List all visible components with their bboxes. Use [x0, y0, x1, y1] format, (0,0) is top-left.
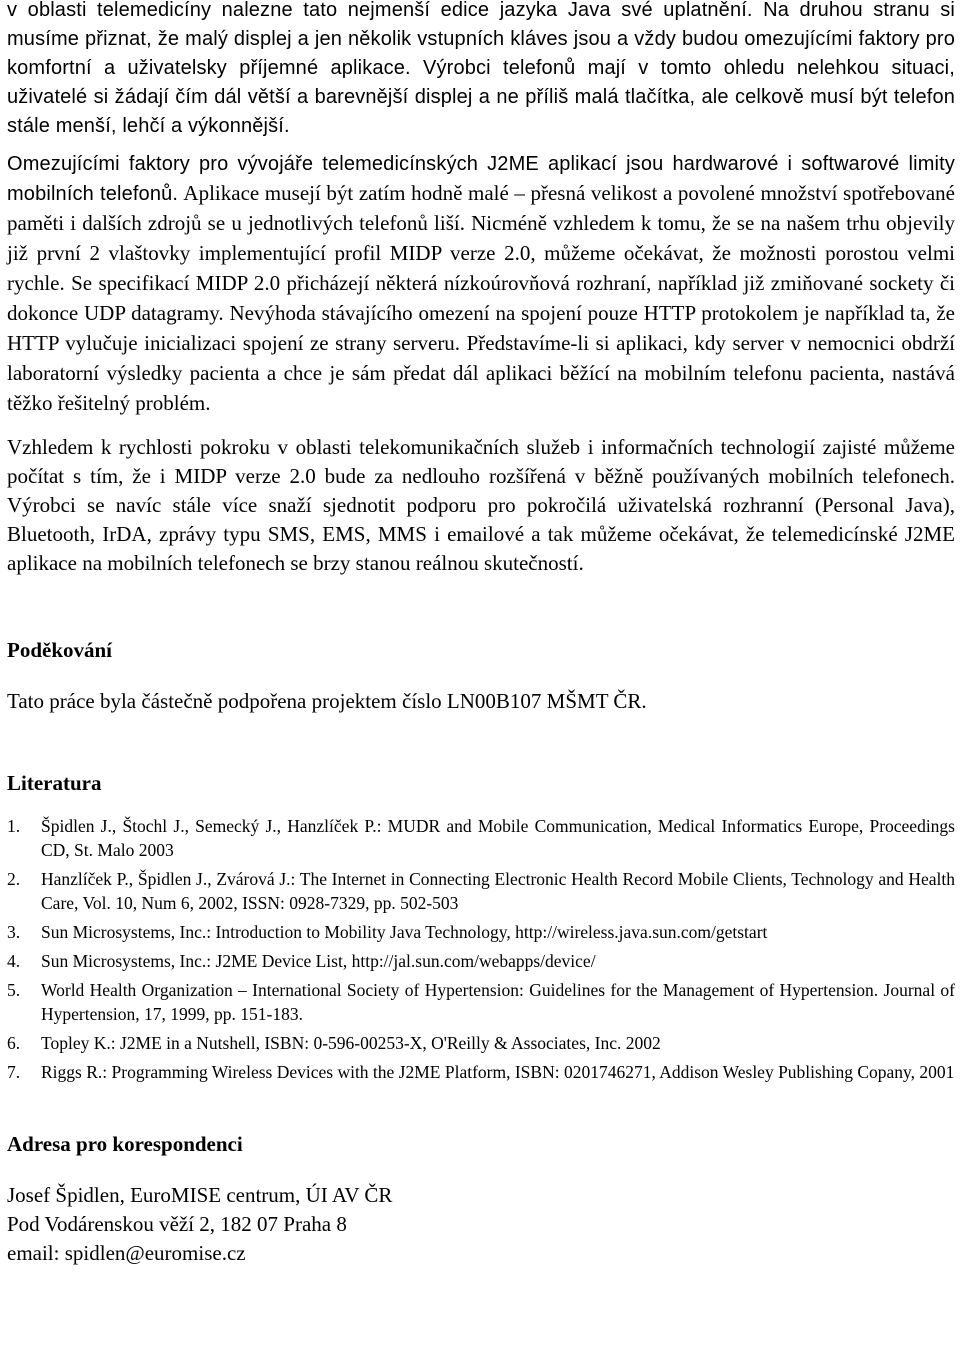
- reference-text: Sun Microsystems, Inc.: Introduction to Mobility Java Technology, http://wireless.java.sun.com/getstart: [41, 922, 768, 942]
- correspondence-address: [7, 1181, 955, 1268]
- reference-number: 5.: [7, 980, 21, 1000]
- intro-paragraph-1: v oblasti telemedicíny nalezne tato nejmenší edice jazyka Java své uplatnění. Na druhou stranu si musíme přiznat, že malý displej a jen několik vstupních kláves jsou a vždy budou omezujícími faktory pro komfortní a uživatelsky příjemné aplikace. Výrobci telefonů mají v tomto ohledu nelehkou situaci, uživatelé si žádají čím dál větší a barevnější displej a ne příliš malá tlačítka, ale celkově musí být telefon stále menší, lehčí a výkonnější.: [7, 0, 955, 137]
- reference-text: Sun Microsystems, Inc.: J2ME Device List, http://jal.sun.com/webapps/device/: [41, 951, 596, 971]
- reference-item: [7, 814, 955, 862]
- reference-text: Riggs R.: Programming Wireless Devices with the J2ME Platform, ISBN: 0201746271, Addison Wesley Publishing Copany, 2001: [41, 1062, 955, 1082]
- correspondence-street: Pod Vodárenskou věží 2, 182 07 Praha 8: [7, 1212, 347, 1236]
- intro-paragraph-2-rest: Aplikace musejí být zatím hodně malé – přesná velikost a povolené množství spotřebované paměti i dalších zdrojů se u jednotlivých telefonů liší. Nicméně vzhledem k tomu, že se na našem trhu objevily již první 2 vlaštovky implementující profil MIDP verze 2.0, můžeme očekávat, že možnosti porostou velmi rychle. Se specifikací MIDP 2.0 přicházejí některá nízkoúrovňová rozhraní, například již zmiňované sockety či dokonce UDP datagramy. Nevýhoda stávajícího omezení na spojení pouze HTTP protokolem je například ta, že HTTP vylučuje inicializaci spojení ze strany serveru. Představíme-li si aplikaci, kdy server v nemocnici obdrží laboratorní výsledky pacienta a chce je sám předat dál aplikaci běžící na mobilním telefonu pacienta, nastává těžko řešitelný problém.: [7, 181, 955, 415]
- reference-item: [7, 1031, 955, 1055]
- paper-page: [7, 0, 955, 1268]
- acknowledgement-text: Tato práce byla částečně podpořena projektem číslo LN00B107 MŠMT ČR.: [7, 689, 647, 713]
- reference-number: 1.: [7, 816, 21, 836]
- intro-paragraph-2-lead: Omezujícími faktory pro vývojáře telemedicínských J2ME aplikací jsou hardwarové i softwarové limity mobilních telefonů.: [7, 153, 955, 205]
- reference-number: 6.: [7, 1033, 21, 1053]
- acknowledgement-heading: Poděkování: [7, 638, 113, 662]
- reference-text: World Health Organization – International Society of Hypertension: Guidelines for the Management of Hypertension. Journal of Hypertension, 17, 1999, pp. 151-183.: [41, 980, 955, 1024]
- reference-text: Špidlen J., Štochl J., Semecký J., Hanzlíček P.: MUDR and Mobile Communication, Medical Informatics Europe, Proceedings CD, St. Malo 2003: [41, 816, 955, 860]
- reference-item: [7, 867, 955, 915]
- intro-paragraph-2: [7, 150, 955, 419]
- reference-number: 4.: [7, 951, 21, 971]
- references-list: [7, 814, 955, 1084]
- reference-item: [7, 920, 955, 944]
- correspondence-email: email: spidlen@euromise.cz: [7, 1241, 246, 1265]
- reference-number: 7.: [7, 1062, 21, 1082]
- reference-text: Hanzlíček P., Špidlen J., Zvárová J.: The Internet in Connecting Electronic Health Record Mobile Clients, Technology and Health Care, Vol. 10, Num 6, 2002, ISSN: 0928-7329, pp. 502-503: [41, 869, 955, 913]
- intro-paragraph-3: Vzhledem k rychlosti pokroku v oblasti telekomunikačních služeb i informačních technologií zajisté můžeme počítat s tím, že i MIDP verze 2.0 bude za nedlouho rozšířená v běžně používaných mobilních telefonech. Výrobci se navíc stále více snaží sjednotit podporu pro pokročilá uživatelská rozhranní (Personal Java), Bluetooth, IrDA, zprávy typu SMS, EMS, MMS i emailové a tak můžeme očekávat, že telemedicínské J2ME aplikace na mobilních telefonech se brzy stanou reálnou skutečností.: [7, 435, 955, 575]
- reference-item: [7, 949, 955, 973]
- reference-number: 2.: [7, 869, 21, 889]
- references-heading: Literatura: [7, 771, 102, 795]
- reference-number: 3.: [7, 922, 21, 942]
- correspondence-name: Josef Špidlen, EuroMISE centrum, ÚI AV ČR: [7, 1183, 393, 1207]
- reference-item: [7, 1060, 955, 1084]
- reference-item: [7, 978, 955, 1026]
- reference-text: Topley K.: J2ME in a Nutshell, ISBN: 0-596-00253-X, O'Reilly & Associates, Inc. 2002: [41, 1033, 661, 1053]
- correspondence-heading: Adresa pro korespondenci: [7, 1132, 243, 1156]
